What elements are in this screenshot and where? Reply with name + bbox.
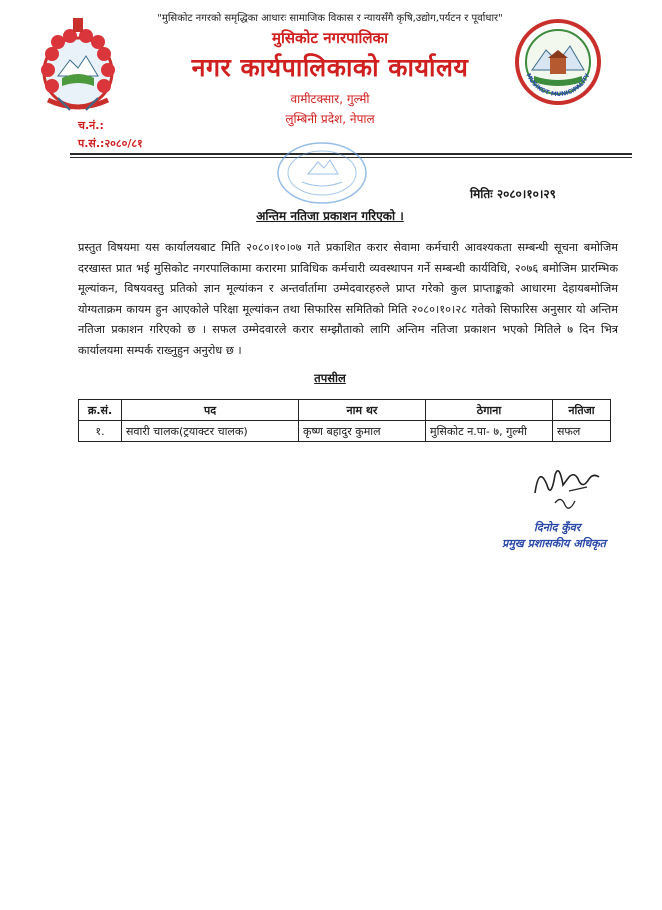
cell-address: मुसिकोट न.पा- ७, गुल्मी <box>426 421 553 442</box>
reference-number-label: च.नं.: <box>78 119 104 132</box>
address-line-1: वामीटक्सार, गुल्मी <box>290 92 370 106</box>
office-name: नगर कार्यपालिकाको कार्यालय <box>191 53 469 82</box>
signer-title: प्रमुख प्रशासकीय अधिकृत <box>502 537 606 550</box>
motto: "मुसिकोट नगरको समृद्धिका आधारः सामाजिक विकास र न्यायसँगै कृषि,उद्योग,पर्यटन र पूर्वाधार" <box>157 13 503 24</box>
col-address-header: ठेगाना <box>426 400 553 421</box>
col-result-header: नतिजा <box>553 400 611 421</box>
cell-post: सवारी चालक(ट्रयाक्टर चालक) <box>122 421 299 442</box>
subject-line: अन्तिम नतिजा प्रकाशन गरिएको । <box>256 209 404 223</box>
municipality-name: मुसिकोट नगरपालिका <box>272 29 388 47</box>
results-table <box>78 399 611 442</box>
office-stamp-icon <box>272 138 372 208</box>
table-header-row <box>79 400 611 421</box>
table-row <box>79 421 611 442</box>
cell-serial: १. <box>79 421 122 442</box>
signature-icon <box>525 455 610 525</box>
municipality-logo-text: MUSIKOT MUNICIPALITY <box>524 72 592 99</box>
col-post-header: पद <box>122 400 299 421</box>
letter-number: प.सं.:२०८०/८१ <box>78 137 143 150</box>
col-name-header: नाम थर <box>299 400 426 421</box>
issue-date: मितिः २०८०।१०।२९ <box>470 187 556 201</box>
notice-body: प्रस्तुत विषयमा यस कार्यालयबाट मिति २०८०।१०।०७ गते प्रकाशित करार सेवामा कर्मचारी आवश्यकता सम्बन्धी सूचना बमोजिम दरखास्त प्रात भई मुसिकोट नगरपालिकामा करारमा प्राविधिक कर्मचारी व्यवस्थापन गर्ने सम्बन्धी कार्यविधि, २०७६ बमोजिम प्रारम्भिक मूल्यांकन, विषयवस्तु प्रतिको ज्ञान मूल्यांकन र अन्तर्वार्तामा उम्मेदवारहरुले प्राप्त गरेको कुल प्राप्ताङ्कको आधारमा देहायबमोजिम योग्यताक्रम कायम हुन आएकोले परिक्षा मूल्यांकन तथा सिफारिस समितिको मिति २०८०।१०।२८ गतेको सिफारिस अनुसार यो अन्तिम नतिजा प्रकाशन गरिएको छ । सफल उम्मेदवारले करार सम्झौताको लागि अन्तिम नतिजा प्रकाशन भएको मितिले ७ दिन भित्र कार्यालयमा सम्पर्क राख्नुहुन अनुरोध छ । <box>78 241 618 357</box>
details-heading: तपसील <box>314 371 346 385</box>
cell-result: सफल <box>553 421 611 442</box>
address-line-2: लुम्बिनी प्रदेश, नेपाल <box>285 112 375 126</box>
nepal-emblem-icon <box>28 14 128 124</box>
cell-name: कृष्ण बहादुर कुमाल <box>299 421 426 442</box>
signer-name: दिनोद कुँवर <box>534 521 581 534</box>
col-serial-header: क्र.सं. <box>79 400 122 421</box>
municipality-logo-icon <box>514 18 602 106</box>
